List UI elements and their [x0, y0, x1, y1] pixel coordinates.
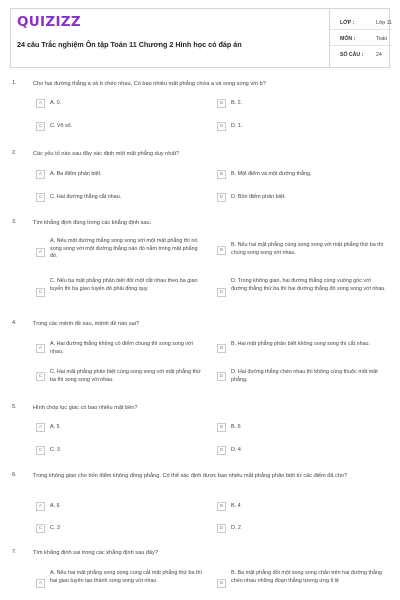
option-text: B. Một điểm và một đường thẳng. — [231, 171, 312, 177]
option-d[interactable] — [217, 369, 389, 387]
option-c[interactable] — [36, 369, 208, 387]
option-letter-box: D — [217, 288, 226, 297]
option-letter-box: B — [217, 423, 226, 432]
page-title: 24 câu Trắc nghiệm Ôn tập Toán 11 Chương 2 Hình học có đáp án — [17, 40, 242, 49]
option-letter-box: D — [217, 193, 226, 202]
question-text: Trong không gian cho bốn điểm không đồng phẳng. Có thể xác định được bao nhiêu mặt phẳng phân biệt từ các điểm đã cho? — [33, 473, 348, 479]
option-text: C. Hai mặt phẳng phân biệt cùng song song với mặt phẳng thứ ba thì song song với nhau. — [50, 369, 201, 383]
option-letter-box: D — [217, 446, 226, 455]
question-number: 3. — [12, 219, 17, 225]
option-text: C. Nếu ba mặt phẳng phân biệt đôi một cắt nhau theo ba giao tuyến thì ba giao tuyến đó phải đồng quy. — [50, 278, 198, 292]
meta-value: 24 — [376, 52, 382, 58]
option-text: C. 3 — [50, 447, 60, 453]
option-letter-box: B — [217, 344, 226, 353]
option-letter-box: A — [36, 579, 45, 588]
question-text: Trong các mệnh đề sau, mệnh đề nào sai? — [33, 321, 140, 327]
option-text: A. 6 — [50, 503, 60, 509]
option-text: B. 6 — [231, 424, 241, 430]
option-a[interactable] — [36, 341, 208, 359]
option-text: A. Nếu một đường thẳng song song với một mặt phẳng thì nó song song với một đường thẳng nào đó nằm trong mặt phẳng đó. — [50, 238, 198, 259]
option-letter-box: D — [217, 372, 226, 381]
option-text: D. 2 — [231, 525, 241, 531]
option-text: D. Trong không gian, hai đường thẳng cùng vuông góc với đường thẳng thứ ba thì hai đường thẳng đó song song với nhau. — [231, 278, 386, 292]
option-letter-box: C — [36, 288, 45, 297]
question-number: 4. — [12, 320, 17, 326]
option-text: B. 2. — [231, 100, 243, 106]
meta-row-grade — [330, 15, 392, 30]
option-letter-box: B — [217, 99, 226, 108]
option-text: C. 3 — [50, 525, 60, 531]
question-number: 7. — [12, 549, 17, 555]
option-text: A. 5 — [50, 424, 60, 430]
option-text: B. Hai mặt phẳng phân biệt không song song thì cắt nhau. — [231, 341, 371, 347]
meta-label: MÔN : — [340, 36, 356, 42]
question-number: 1. — [12, 80, 17, 86]
option-text: C. Hai đường thẳng cắt nhau. — [50, 194, 122, 200]
option-letter-box: C — [36, 446, 45, 455]
option-letter-box: B — [217, 579, 226, 588]
question-text: Cho hai đường thẳng a và b chéo nhau. Có bao nhiêu mặt phẳng chứa a và song song với b? — [33, 81, 266, 87]
option-b[interactable] — [217, 341, 389, 359]
question-number: 6. — [12, 472, 17, 478]
option-letter-box: A — [36, 502, 45, 511]
question-number: 5. — [12, 404, 17, 410]
option-text: B. Nếu hai mặt phẳng cùng song song với mặt phẳng thứ ba thì chúng song song với nhau. — [231, 242, 384, 256]
option-a[interactable] — [36, 570, 208, 599]
option-letter-box: A — [36, 170, 45, 179]
option-text: D. 1. — [231, 123, 243, 129]
option-text: D. Hai đường thẳng chéo nhau thì không cùng thuộc một mặt phẳng. — [231, 369, 378, 383]
option-text: D. 4 — [231, 447, 241, 453]
option-b[interactable] — [217, 242, 389, 266]
option-letter-box: B — [217, 170, 226, 179]
option-a[interactable] — [36, 238, 208, 268]
worksheet-header — [10, 8, 390, 68]
question-text: Hình chóp lục giác có bao nhiêu mặt bên? — [33, 405, 138, 411]
question-text: Tìm khẳng định đúng trong các khẳng định sau. — [33, 220, 152, 226]
option-text: A. Hai đường thẳng không có điểm chung thì song song với nhau. — [50, 341, 193, 355]
option-letter-box: C — [36, 122, 45, 131]
option-text: A. Ba điểm phân biệt. — [50, 171, 102, 177]
meta-row-subject — [330, 31, 392, 46]
meta-label: SỐ CÂU : — [340, 52, 364, 58]
option-letter-box: B — [217, 502, 226, 511]
option-letter-box: D — [217, 524, 226, 533]
meta-value: Toán — [376, 36, 388, 42]
option-letter-box: B — [217, 246, 226, 255]
option-d[interactable] — [217, 278, 389, 308]
meta-panel — [329, 9, 391, 67]
option-text: A. 0. — [50, 100, 62, 106]
option-letter-box: C — [36, 524, 45, 533]
question-number: 2. — [12, 150, 17, 156]
option-b[interactable] — [217, 570, 389, 599]
option-text: B. Ba mặt phẳng đôi một song song chắn trên hai đường thẳng chéo nhau những đoạn thẳng tương ứng tỉ lệ — [231, 570, 382, 584]
quizizz-logo: QUIZIZZ — [17, 14, 81, 30]
option-letter-box: A — [36, 344, 45, 353]
meta-row-count — [330, 47, 392, 62]
meta-value: Lớp 11 — [376, 20, 392, 26]
option-letter-box: C — [36, 372, 45, 381]
option-letter-box: D — [217, 122, 226, 131]
question-text: Tìm khẳng định sai trong các khẳng định sau đây? — [33, 550, 159, 556]
option-text: D. Bốn điểm phân biệt. — [231, 194, 286, 200]
question-text: Các yếu tố nào sau đây xác định một mặt phẳng duy nhất? — [33, 151, 180, 157]
option-text: C. Vô số. — [50, 123, 73, 129]
option-letter-box: A — [36, 423, 45, 432]
option-letter-box: A — [36, 248, 45, 257]
option-text: B. 4 — [231, 503, 241, 509]
option-c[interactable] — [36, 278, 208, 308]
meta-label: LỚP : — [340, 20, 355, 26]
option-text: A. Nếu hai mặt phẳng song song cùng cắt mặt phẳng thứ ba thì hai giao tuyến tạo thành song song với nhau — [50, 570, 202, 584]
option-letter-box: C — [36, 193, 45, 202]
option-letter-box: A — [36, 99, 45, 108]
